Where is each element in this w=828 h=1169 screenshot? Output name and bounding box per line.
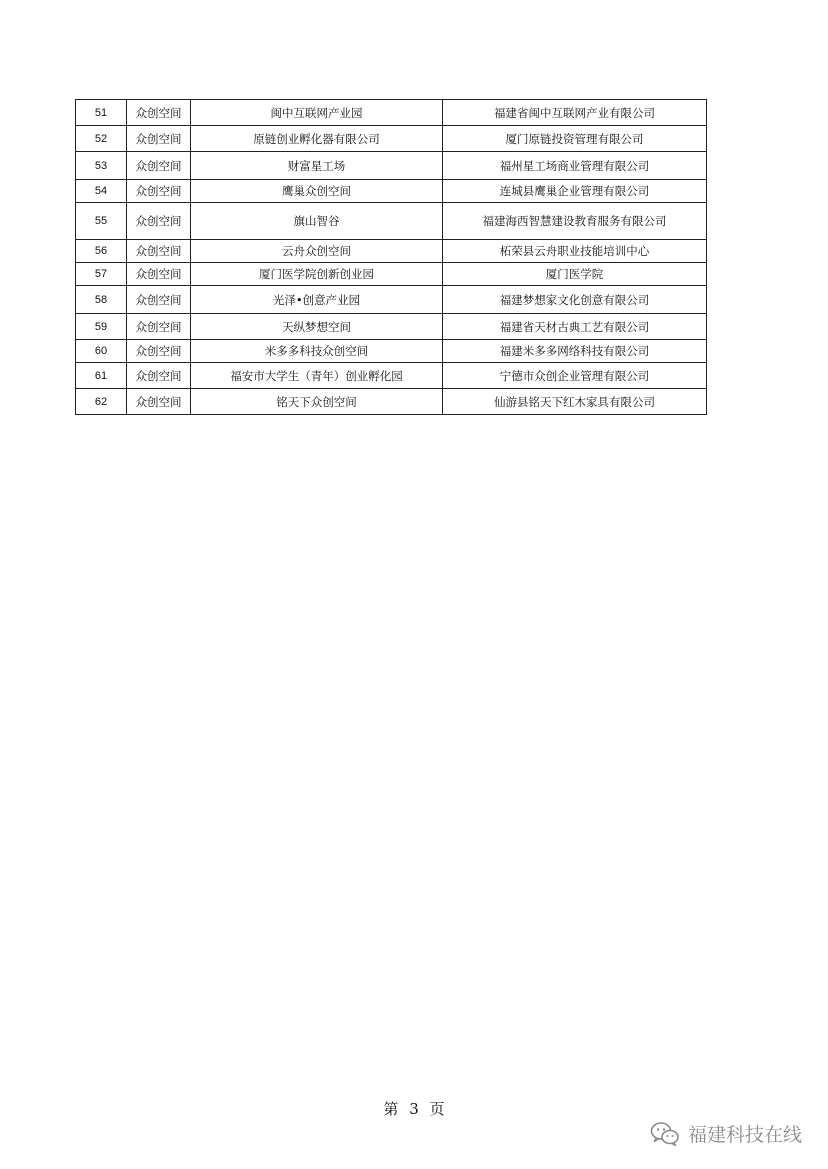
- row-operator-cell: 柘荣县云舟职业技能培训中心: [443, 240, 707, 263]
- table-row: [76, 363, 707, 389]
- row-type-cell: 众创空间: [127, 152, 191, 180]
- row-operator-cell: 仙游县铭天下红木家具有限公司: [443, 389, 707, 415]
- row-name-cell: 铭天下众创空间: [191, 389, 443, 415]
- table-row: [76, 152, 707, 180]
- row-type-cell: 众创空间: [127, 126, 191, 152]
- row-name-cell: 福安市大学生（青年）创业孵化园: [191, 363, 443, 389]
- row-name-cell: 财富星工场: [191, 152, 443, 180]
- table-row: [76, 263, 707, 286]
- row-operator-cell: 连城县鹰巢企业管理有限公司: [443, 180, 707, 203]
- row-operator-cell: 厦门原链投资管理有限公司: [443, 126, 707, 152]
- row-type-cell: 众创空间: [127, 263, 191, 286]
- row-name-cell: 光泽•创意产业园: [191, 286, 443, 314]
- row-number-cell: 59: [76, 314, 127, 340]
- row-type-cell: 众创空间: [127, 203, 191, 240]
- table-body: [76, 100, 707, 415]
- row-name-cell: 厦门医学院创新创业园: [191, 263, 443, 286]
- table-row: [76, 180, 707, 203]
- page-number-footer: [0, 1098, 828, 1119]
- row-type-cell: 众创空间: [127, 340, 191, 363]
- table-row: [76, 126, 707, 152]
- row-type-cell: 众创空间: [127, 389, 191, 415]
- page-number: 3: [409, 1100, 419, 1118]
- row-name-cell: 米多多科技众创空间: [191, 340, 443, 363]
- row-type-cell: 众创空间: [127, 180, 191, 203]
- row-name-cell: 天纵梦想空间: [191, 314, 443, 340]
- watermark-text: 福建科技在线: [687, 1124, 802, 1146]
- row-number-cell: 53: [76, 152, 127, 180]
- row-name-cell: 闽中互联网产业园: [191, 100, 443, 126]
- row-operator-cell: 福建海西智慧建设教育服务有限公司: [443, 203, 707, 240]
- row-operator-cell: 宁德市众创企业管理有限公司: [443, 363, 707, 389]
- wechat-icon: [650, 1121, 680, 1147]
- row-number-cell: 54: [76, 180, 127, 203]
- row-operator-cell: 福州星工场商业管理有限公司: [443, 152, 707, 180]
- row-number-cell: 55: [76, 203, 127, 240]
- row-name-cell: 旗山智谷: [191, 203, 443, 240]
- row-operator-cell: 福建梦想家文化创意有限公司: [443, 286, 707, 314]
- row-number-cell: 58: [76, 286, 127, 314]
- row-number-cell: 56: [76, 240, 127, 263]
- row-operator-cell: 厦门医学院: [443, 263, 707, 286]
- row-operator-cell: 福建省闽中互联网产业有限公司: [443, 100, 707, 126]
- row-type-cell: 众创空间: [127, 240, 191, 263]
- table-row: [76, 240, 707, 263]
- row-number-cell: 57: [76, 263, 127, 286]
- table-row: [76, 100, 707, 126]
- row-type-cell: 众创空间: [127, 314, 191, 340]
- table-row: [76, 203, 707, 240]
- page-suffix: 页: [429, 1100, 445, 1118]
- row-number-cell: 62: [76, 389, 127, 415]
- row-operator-cell: 福建省天材古典工艺有限公司: [443, 314, 707, 340]
- row-name-cell: 云舟众创空间: [191, 240, 443, 263]
- watermark: [650, 1120, 802, 1147]
- table-row: [76, 340, 707, 363]
- row-name-cell: 原链创业孵化器有限公司: [191, 126, 443, 152]
- row-number-cell: 51: [76, 100, 127, 126]
- row-number-cell: 52: [76, 126, 127, 152]
- row-type-cell: 众创空间: [127, 363, 191, 389]
- table-row: [76, 389, 707, 415]
- table-row: [76, 286, 707, 314]
- row-number-cell: 61: [76, 363, 127, 389]
- page-prefix: 第: [383, 1100, 399, 1118]
- table-row: [76, 314, 707, 340]
- incubator-table: [75, 99, 707, 415]
- row-number-cell: 60: [76, 340, 127, 363]
- row-operator-cell: 福建米多多网络科技有限公司: [443, 340, 707, 363]
- row-type-cell: 众创空间: [127, 100, 191, 126]
- row-type-cell: 众创空间: [127, 286, 191, 314]
- row-name-cell: 鹰巢众创空间: [191, 180, 443, 203]
